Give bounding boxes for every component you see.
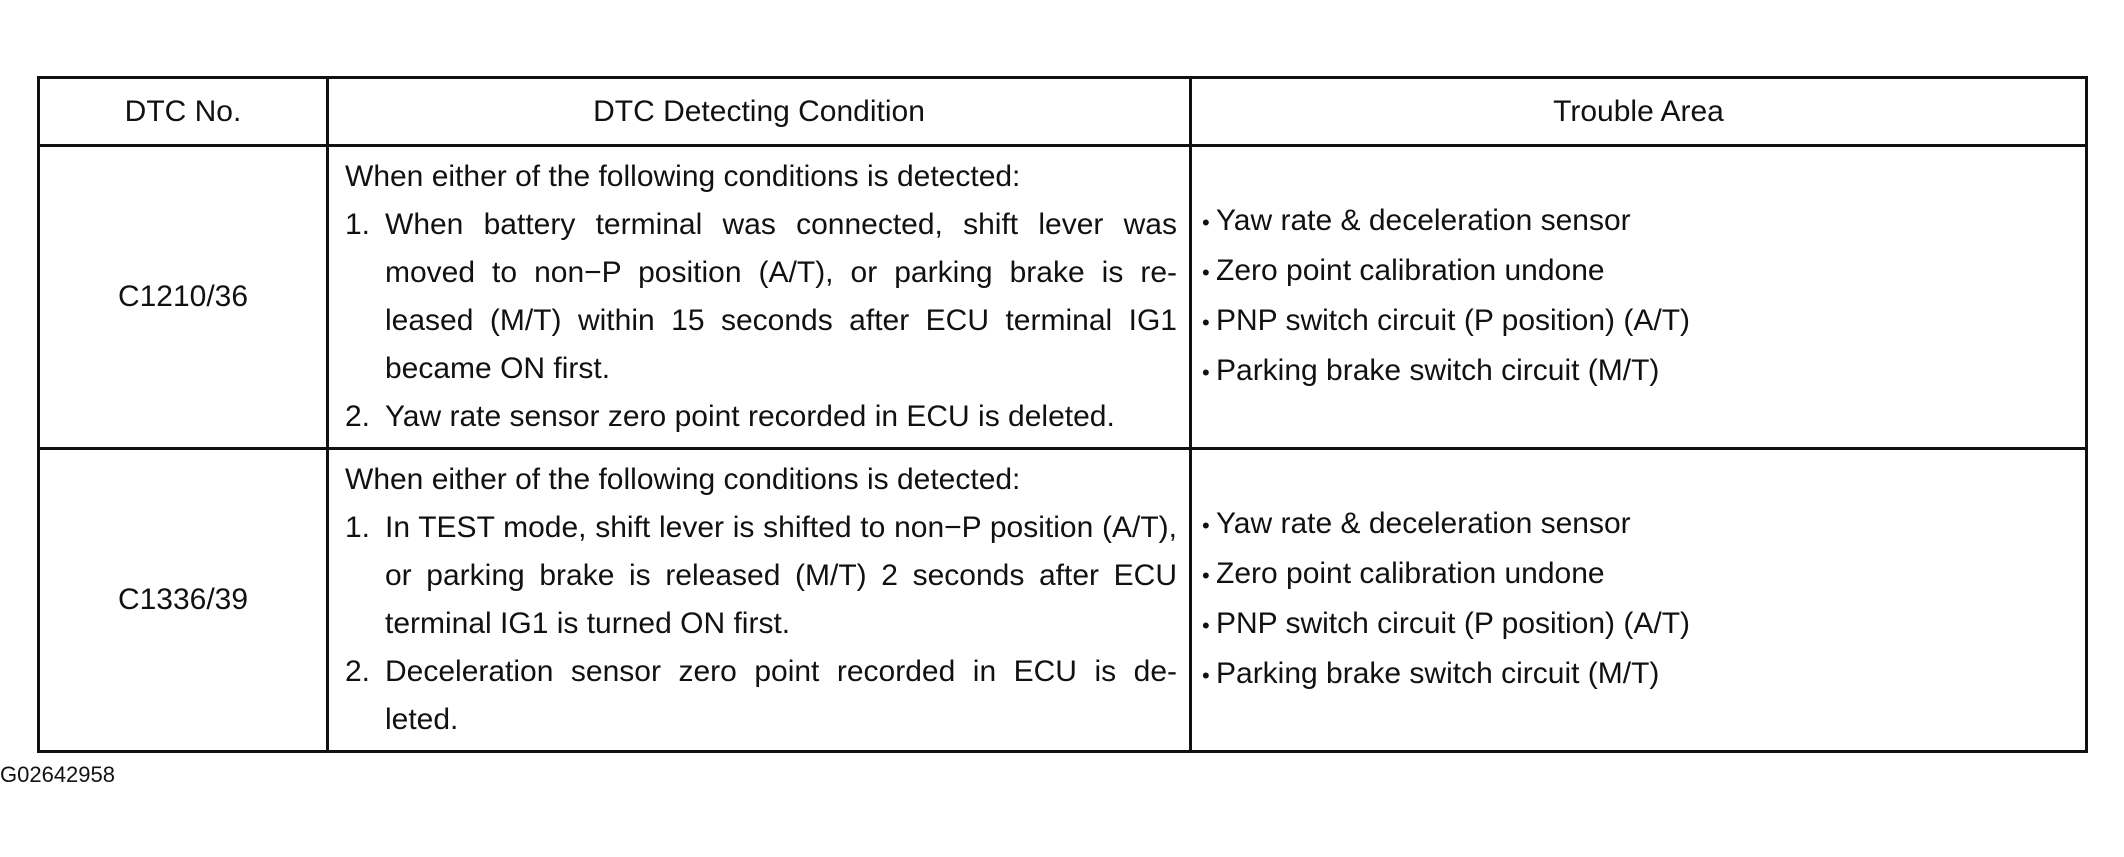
trouble-area-list (1202, 500, 2085, 700)
dtc-number: C1336/39 (39, 449, 328, 752)
detecting-condition-cell (328, 449, 1191, 752)
condition-item (345, 201, 1177, 393)
bullet-icon: • (1202, 613, 1210, 638)
bullet-icon: • (1202, 563, 1210, 588)
table-row (39, 449, 2087, 752)
trouble-area-text: Yaw rate & deceleration sensor (1216, 204, 1631, 237)
trouble-area-text: Yaw rate & deceleration sensor (1216, 507, 1631, 540)
trouble-area-item (1202, 247, 2085, 297)
bullet-icon: • (1202, 210, 1210, 235)
condition-number: 2. (345, 655, 371, 688)
trouble-area-cell (1191, 146, 2087, 449)
condition-text: Deceleration sensor zero point recorded in ECU is de-leted. (385, 655, 1177, 736)
header-trouble-area: Trouble Area (1191, 78, 2087, 146)
trouble-area-cell (1191, 449, 2087, 752)
trouble-area-item (1202, 500, 2085, 550)
trouble-area-text: PNP switch circuit (P position) (A/T) (1216, 304, 1691, 337)
condition-item (345, 393, 1177, 441)
table-row (39, 146, 2087, 449)
condition-text: In TEST mode, shift lever is shifted to non−P position (A/T), or parking brake is released (M/T) 2 seconds after ECU terminal IG1 is turned ON first. (385, 511, 1177, 640)
trouble-area-list (1202, 197, 2085, 397)
bullet-icon: • (1202, 360, 1210, 385)
trouble-area-item (1202, 297, 2085, 347)
table-header-row (39, 78, 2087, 146)
condition-list (345, 504, 1177, 744)
condition-text: When battery terminal was connected, shift lever was moved to non−P position (A/T), or parking brake is re-leased (M/T) within 15 seconds after ECU terminal IG1 became ON first. (385, 208, 1177, 385)
condition-intro: When either of the following conditions is detected: (345, 463, 1021, 496)
condition-item (345, 504, 1177, 648)
trouble-area-item (1202, 347, 2085, 397)
condition-text: Yaw rate sensor zero point recorded in ECU is deleted. (385, 400, 1115, 433)
bullet-icon: • (1202, 260, 1210, 285)
trouble-area-text: PNP switch circuit (P position) (A/T) (1216, 607, 1691, 640)
header-detecting-condition: DTC Detecting Condition (328, 78, 1191, 146)
bullet-icon: • (1202, 513, 1210, 538)
trouble-area-text: Parking brake switch circuit (M/T) (1216, 354, 1660, 387)
trouble-area-item (1202, 650, 2085, 700)
condition-number: 2. (345, 400, 371, 433)
header-dtc-no: DTC No. (39, 78, 328, 146)
condition-intro: When either of the following conditions is detected: (345, 160, 1021, 193)
bullet-icon: • (1202, 663, 1210, 688)
trouble-area-item (1202, 197, 2085, 247)
condition-number: 1. (345, 511, 371, 544)
dtc-table (37, 76, 2088, 753)
trouble-area-item (1202, 600, 2085, 650)
trouble-area-text: Parking brake switch circuit (M/T) (1216, 657, 1660, 690)
condition-list (345, 201, 1177, 441)
bullet-icon: • (1202, 310, 1210, 335)
dtc-number: C1210/36 (39, 146, 328, 449)
condition-number: 1. (345, 208, 371, 241)
figure-code: G02642958 (0, 762, 115, 787)
trouble-area-item (1202, 550, 2085, 600)
detecting-condition-cell (328, 146, 1191, 449)
trouble-area-text: Zero point calibration undone (1216, 557, 1605, 590)
trouble-area-text: Zero point calibration undone (1216, 254, 1605, 287)
condition-item (345, 648, 1177, 744)
